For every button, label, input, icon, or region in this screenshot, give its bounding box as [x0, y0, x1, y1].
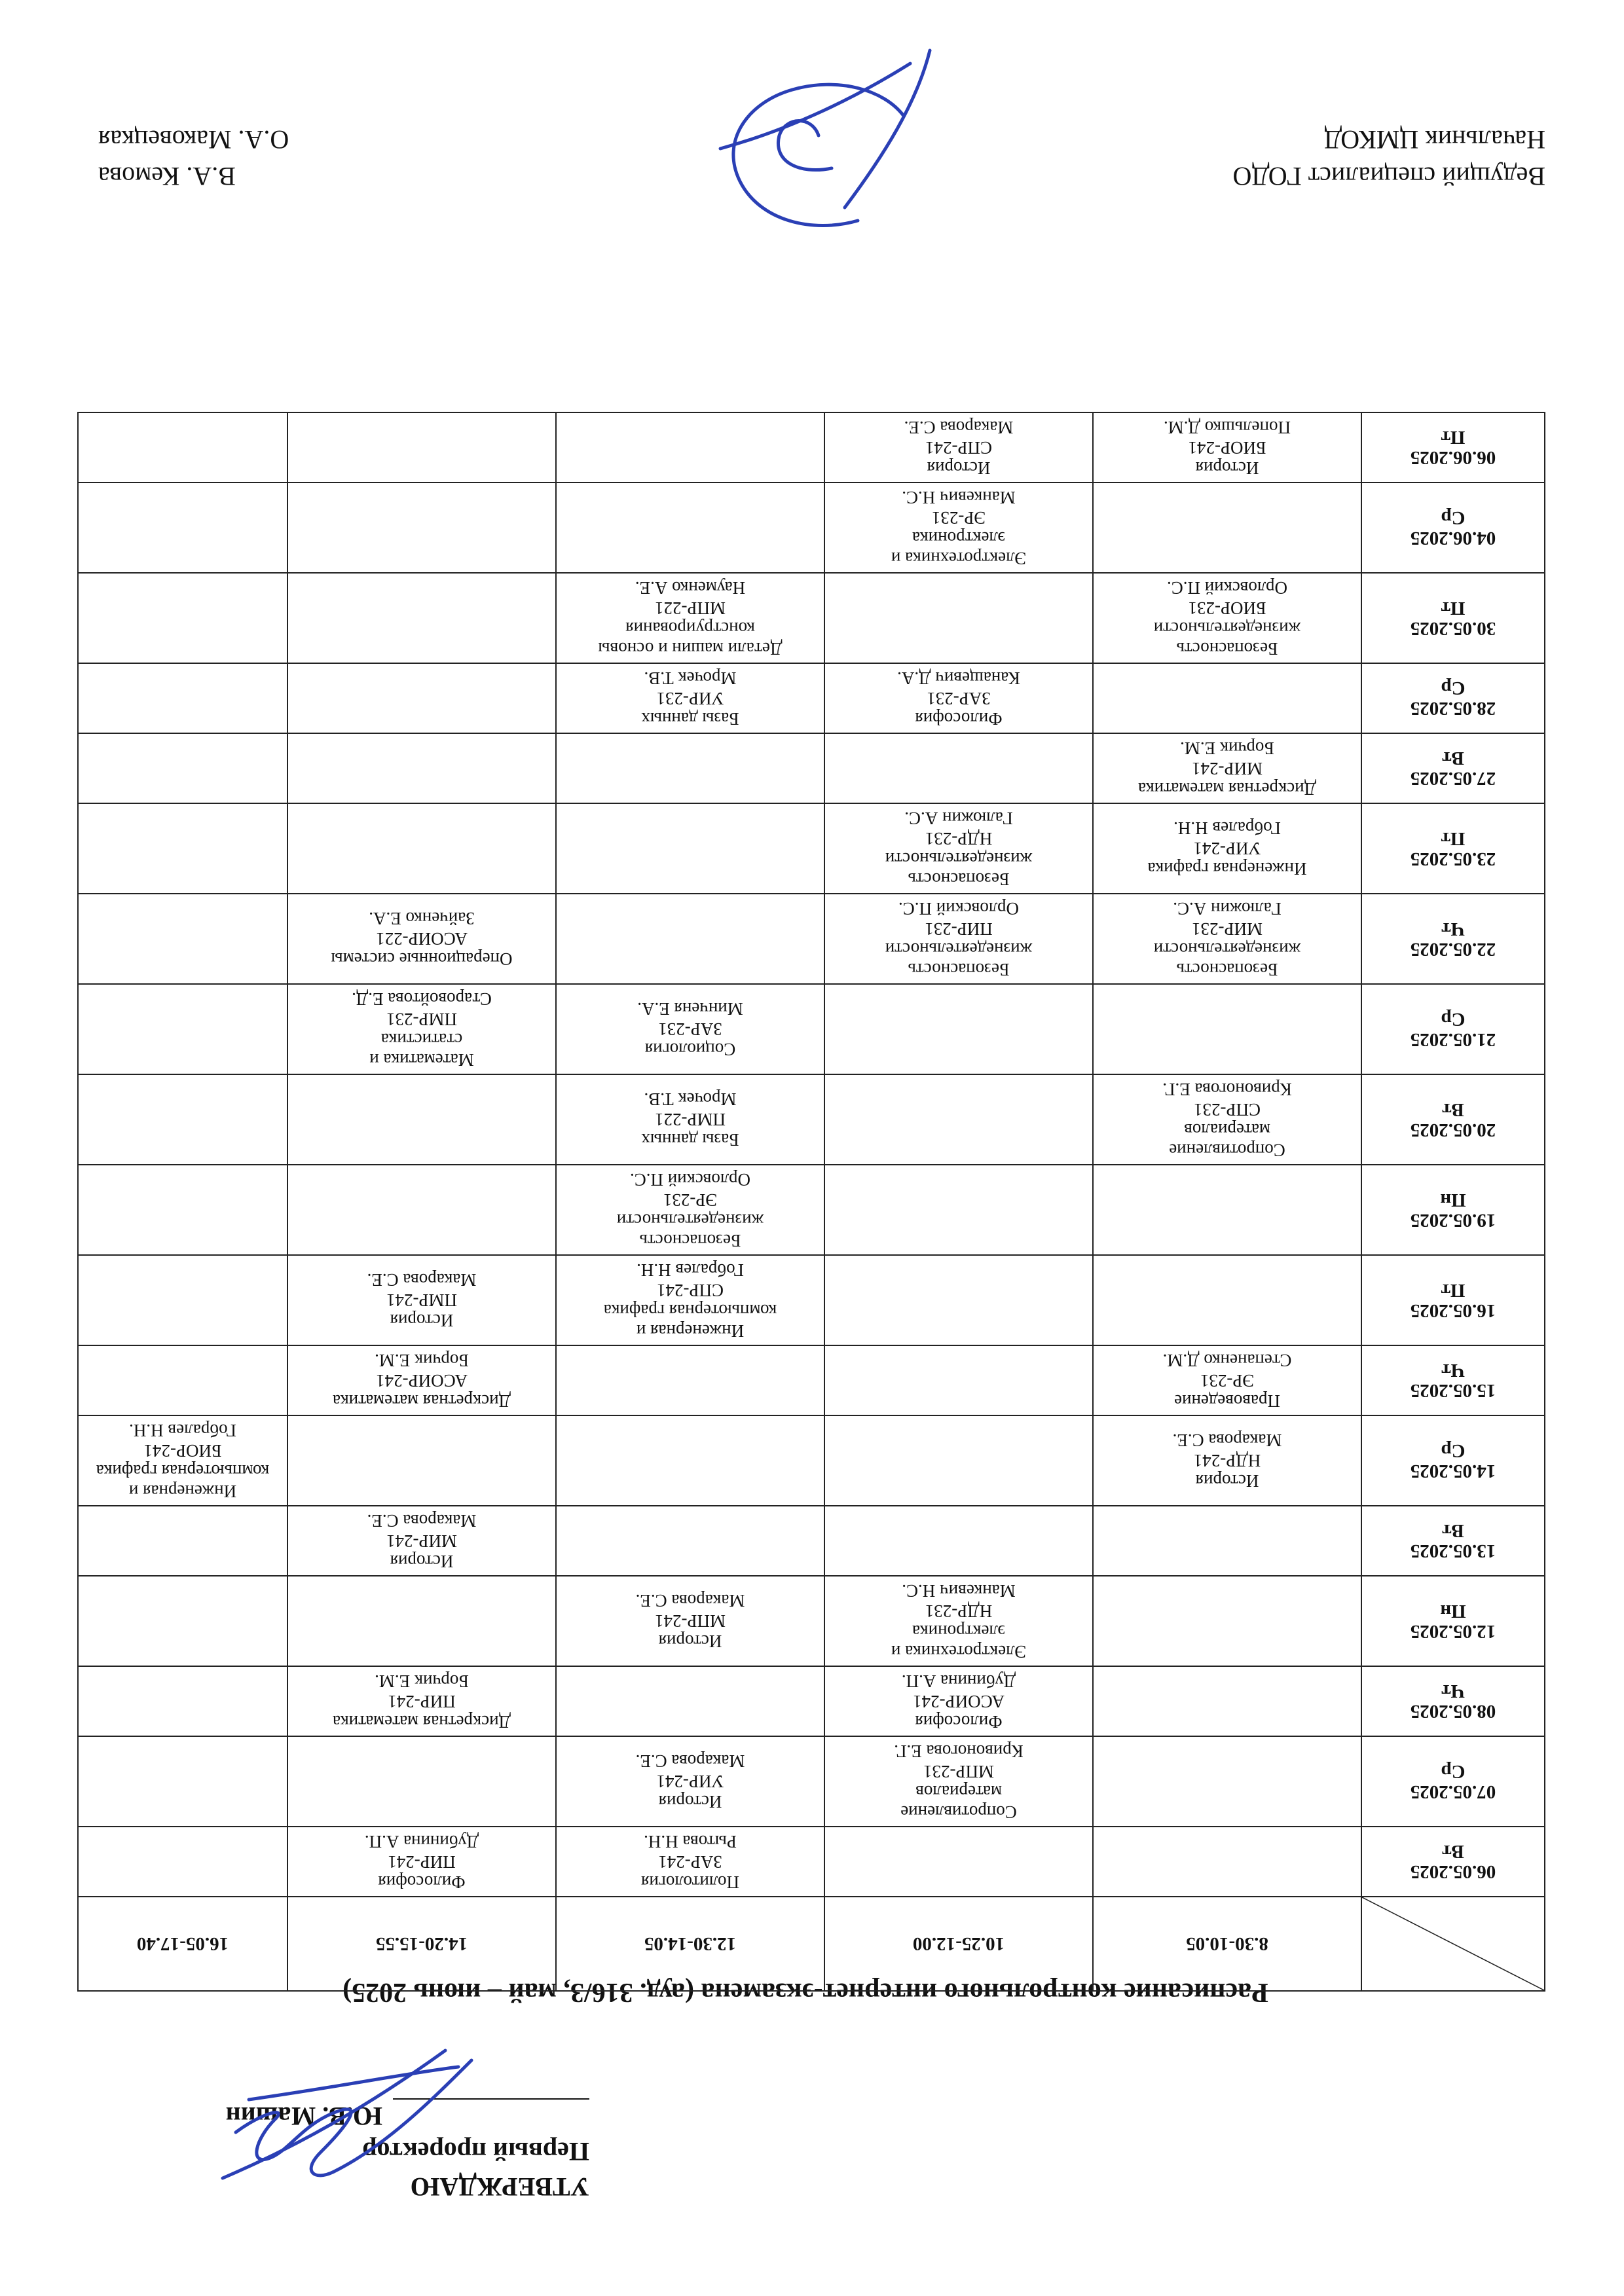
exam-cell [78, 663, 287, 733]
exam-cell: Дискретная математика МИР-241 Борчик Е.М. [1093, 733, 1361, 803]
exam-cell [287, 573, 556, 663]
exam-cell [78, 894, 287, 984]
table-row [78, 1506, 1545, 1576]
time-slot-header: 12.30-14.05 [556, 1897, 824, 1991]
exam-cell [556, 1345, 824, 1415]
table-row [78, 1415, 1545, 1506]
exam-cell [78, 1165, 287, 1255]
approval-name: Ю.В. Машин [225, 2102, 382, 2131]
exam-cell [1093, 1255, 1361, 1345]
footer-right-name: О.А. Маковецкая [98, 125, 289, 155]
table-row [78, 894, 1545, 984]
exam-cell: Политология ЗАР-241 Рытова Н.Н. [556, 1827, 824, 1897]
exam-cell [1093, 483, 1361, 573]
table-row [78, 733, 1545, 803]
exam-cell [78, 733, 287, 803]
exam-cell [556, 1506, 824, 1576]
exam-cell: Электротехника и электроника НДР-231 Манкевич Н.С. [824, 1576, 1093, 1666]
table-row [78, 663, 1545, 733]
exam-cell [556, 803, 824, 894]
weekday: Ср [1441, 678, 1466, 699]
date-cell [1361, 1165, 1545, 1255]
weekday: Чт [1441, 919, 1465, 939]
exam-cell [78, 412, 287, 483]
exam-cell [824, 984, 1093, 1074]
exam-cell [824, 573, 1093, 663]
date-value: 07.05.2025 [1410, 1781, 1496, 1802]
time-slot-header: 10.25-12.00 [824, 1897, 1093, 1991]
exam-cell [287, 1736, 556, 1827]
exam-cell [287, 1165, 556, 1255]
exam-cell [78, 984, 287, 1074]
table-row [78, 1255, 1545, 1345]
date-cell [1361, 412, 1545, 483]
exam-cell: Дискретная математика АСОИР-241 Борчик Е.М. [287, 1345, 556, 1415]
date-cell [1361, 1827, 1545, 1897]
table-row [78, 1736, 1545, 1827]
exam-cell [78, 1255, 287, 1345]
exam-cell: Безопасность жизнедеятельности МИР-231 Галюжин А.С. [1093, 894, 1361, 984]
date-value: 08.05.2025 [1410, 1701, 1496, 1722]
table-row [78, 1165, 1545, 1255]
schedule-body [78, 412, 1545, 1897]
exam-cell: Операционные системы АСОИР-221 Зайченко Е.А. [287, 894, 556, 984]
weekday: Ср [1441, 1440, 1466, 1461]
date-value: 28.05.2025 [1410, 698, 1496, 720]
date-value: 16.05.2025 [1410, 1300, 1496, 1321]
exam-cell: Детали машин и основы конструирования МПР-221 Науменко А.Е. [556, 573, 824, 663]
approval-position: Первый проректор [362, 2137, 589, 2166]
date-cell [1361, 663, 1545, 733]
exam-cell: История УИР-241 Макарова С.Е. [556, 1736, 824, 1827]
date-value: 20.05.2025 [1410, 1120, 1496, 1140]
exam-cell [1093, 1736, 1361, 1827]
exam-cell: Безопасность жизнедеятельности НДР-231 Галюжин А.С. [824, 803, 1093, 894]
header-corner-cell [1361, 1897, 1545, 1991]
weekday: Вт [1442, 1099, 1464, 1120]
exam-cell [78, 573, 287, 663]
exam-cell [824, 1255, 1093, 1345]
exam-cell: История МПР-241 Макарова С.Е. [556, 1576, 824, 1666]
exam-cell: Дискретная математика ПИР-241 Борчик Е.М. [287, 1666, 556, 1736]
table-row [78, 1666, 1545, 1736]
exam-cell [556, 412, 824, 483]
exam-cell [78, 1736, 287, 1827]
exam-cell [556, 733, 824, 803]
table-row [78, 1576, 1545, 1666]
exam-cell: Безопасность жизнедеятельности БИОР-231 Орловский П.С. [1093, 573, 1361, 663]
exam-cell: Безопасность жизнедеятельности ПИР-231 Орловский П.С. [824, 894, 1093, 984]
table-row [78, 573, 1545, 663]
date-value: 12.05.2025 [1410, 1621, 1496, 1642]
exam-cell: Философия ПИР-241 Дубинина А.П. [287, 1827, 556, 1897]
exam-cell [78, 483, 287, 573]
date-value: 21.05.2025 [1410, 1029, 1496, 1050]
exam-cell [1093, 663, 1361, 733]
exam-cell [556, 1415, 824, 1506]
date-cell [1361, 894, 1545, 984]
page-title: Расписание контрольного интернет-экзамена (ауд. 316/3, май – июнь 2025) [342, 1977, 1268, 2007]
exam-cell [78, 1506, 287, 1576]
weekday: Ср [1441, 1009, 1466, 1030]
exam-cell [824, 1345, 1093, 1415]
date-cell [1361, 573, 1545, 663]
exam-cell [824, 733, 1093, 803]
date-cell [1361, 984, 1545, 1074]
table-row [78, 483, 1545, 573]
exam-cell [1093, 1165, 1361, 1255]
schedule-table [77, 412, 1545, 1992]
weekday: Ср [1441, 1761, 1466, 1782]
table-row [78, 1827, 1545, 1897]
exam-cell [287, 1576, 556, 1666]
date-cell [1361, 803, 1545, 894]
date-value: 27.05.2025 [1410, 768, 1496, 790]
date-cell [1361, 733, 1545, 803]
exam-cell: Базы данных ПМР-221 Мрочек Т.В. [556, 1074, 824, 1165]
date-value: 14.05.2025 [1410, 1461, 1496, 1482]
footer-right-position: Начальник ЦМКОД [1323, 125, 1545, 155]
exam-cell: Правоведение ЭР-231 Степаненко Д.М. [1093, 1345, 1361, 1415]
date-cell [1361, 1666, 1545, 1736]
exam-cell [556, 894, 824, 984]
exam-cell: Электротехника и электроника ЭР-231 Манкевич Н.С. [824, 483, 1093, 573]
date-cell [1361, 483, 1545, 573]
exam-cell: История ПМР-241 Макарова С.Е. [287, 1255, 556, 1345]
weekday: Чт [1441, 1360, 1465, 1381]
weekday: Пт [1441, 427, 1466, 448]
weekday: Пн [1440, 1601, 1466, 1622]
exam-cell [287, 803, 556, 894]
date-value: 13.05.2025 [1410, 1540, 1496, 1562]
date-cell [1361, 1576, 1545, 1666]
exam-cell: Безопасность жизнедеятельности ЭР-231 Орловский П.С. [556, 1165, 824, 1255]
exam-cell: Социология ЗАР-231 Минченя Е.А. [556, 984, 824, 1074]
exam-cell: Инженерная графика УИР-241 Гобралев Н.Н. [1093, 803, 1361, 894]
weekday: Вт [1442, 748, 1464, 769]
exam-cell [556, 1666, 824, 1736]
exam-cell [78, 1576, 287, 1666]
date-cell [1361, 1415, 1545, 1506]
exam-cell: История МИР-241 Макарова С.Е. [287, 1506, 556, 1576]
time-slot-header: 14.20-15.55 [287, 1897, 556, 1991]
weekday: Пн [1440, 1190, 1466, 1211]
exam-cell: Математика и статистика ПМР-231 Старовойтова Е.Д. [287, 984, 556, 1074]
weekday: Чт [1441, 1681, 1465, 1702]
date-cell [1361, 1074, 1545, 1165]
date-value: 06.05.2025 [1410, 1861, 1496, 1883]
exam-cell: Философия АСОИР-241 Дубинина А.П. [824, 1666, 1093, 1736]
exam-cell: Базы данных УИР-231 Мрочек Т.В. [556, 663, 824, 733]
exam-cell [1093, 1506, 1361, 1576]
table-row [78, 1074, 1545, 1165]
weekday: Пт [1441, 828, 1466, 849]
exam-cell [78, 1345, 287, 1415]
exam-cell [287, 412, 556, 483]
exam-cell [287, 663, 556, 733]
exam-cell: История СПР-241 Макарова С.Е. [824, 412, 1093, 483]
date-cell [1361, 1736, 1545, 1827]
weekday: Пт [1441, 598, 1466, 619]
exam-cell [287, 733, 556, 803]
table-row [78, 803, 1545, 894]
table-row [78, 984, 1545, 1074]
date-value: 23.05.2025 [1410, 848, 1496, 869]
table-row [78, 1345, 1545, 1415]
date-value: 30.05.2025 [1410, 618, 1496, 639]
table-row [78, 412, 1545, 483]
exam-cell: Инженерная и компьютерная графика СПР-241 Гобралев Н.Н. [556, 1255, 824, 1345]
exam-cell [287, 1074, 556, 1165]
exam-cell [824, 1165, 1093, 1255]
exam-cell [287, 1415, 556, 1506]
approval-heading: УТВЕРЖДАЮ [410, 2172, 589, 2202]
exam-cell: Инженерная и компьютерная графика БИОР-241 Гобралев Н.Н. [78, 1415, 287, 1506]
approval-signature [210, 2041, 485, 2198]
exam-cell: Сопротивление материалов СПР-231 Кривоногова Е.Г. [1093, 1074, 1361, 1165]
exam-cell: История БИОР-241 Попельшко Д.М. [1093, 412, 1361, 483]
time-slot-header: 16.05-17.40 [78, 1897, 287, 1991]
date-value: 22.05.2025 [1410, 939, 1496, 960]
exam-cell [287, 483, 556, 573]
exam-cell [78, 1074, 287, 1165]
date-cell [1361, 1345, 1545, 1415]
exam-cell [1093, 1666, 1361, 1736]
exam-cell [824, 1506, 1093, 1576]
exam-cell [824, 1827, 1093, 1897]
exam-cell [824, 1074, 1093, 1165]
weekday: Пт [1441, 1280, 1466, 1301]
date-value: 15.05.2025 [1410, 1380, 1496, 1402]
date-value: 06.06.2025 [1410, 447, 1496, 469]
footer-left-name: В.А. Кемова [98, 162, 236, 191]
exam-cell [78, 803, 287, 894]
footer-left-position: Ведущий специалист ГОДО [1232, 162, 1545, 191]
exam-cell: Сопротивление материалов МПР-231 Кривоногова Е.Г. [824, 1736, 1093, 1827]
exam-cell [78, 1827, 287, 1897]
exam-cell [1093, 984, 1361, 1074]
exam-cell [1093, 1576, 1361, 1666]
exam-cell [824, 1415, 1093, 1506]
time-slot-header: 8.30-10.05 [1093, 1897, 1361, 1991]
exam-cell [556, 483, 824, 573]
date-value: 19.05.2025 [1410, 1210, 1496, 1231]
exam-cell: История НДР-241 Макарова С.Е. [1093, 1415, 1361, 1506]
date-cell [1361, 1506, 1545, 1576]
table-header-row [78, 1897, 1545, 1991]
exam-cell: Философия ЗАР-231 Канащевич Д.А. [824, 663, 1093, 733]
footer-signature [707, 37, 956, 247]
date-value: 04.06.2025 [1410, 528, 1496, 549]
exam-cell [1093, 1827, 1361, 1897]
weekday: Вт [1442, 1841, 1464, 1863]
weekday: Вт [1442, 1520, 1464, 1542]
exam-cell [78, 1666, 287, 1736]
weekday: Ср [1441, 507, 1466, 528]
date-cell [1361, 1255, 1545, 1345]
